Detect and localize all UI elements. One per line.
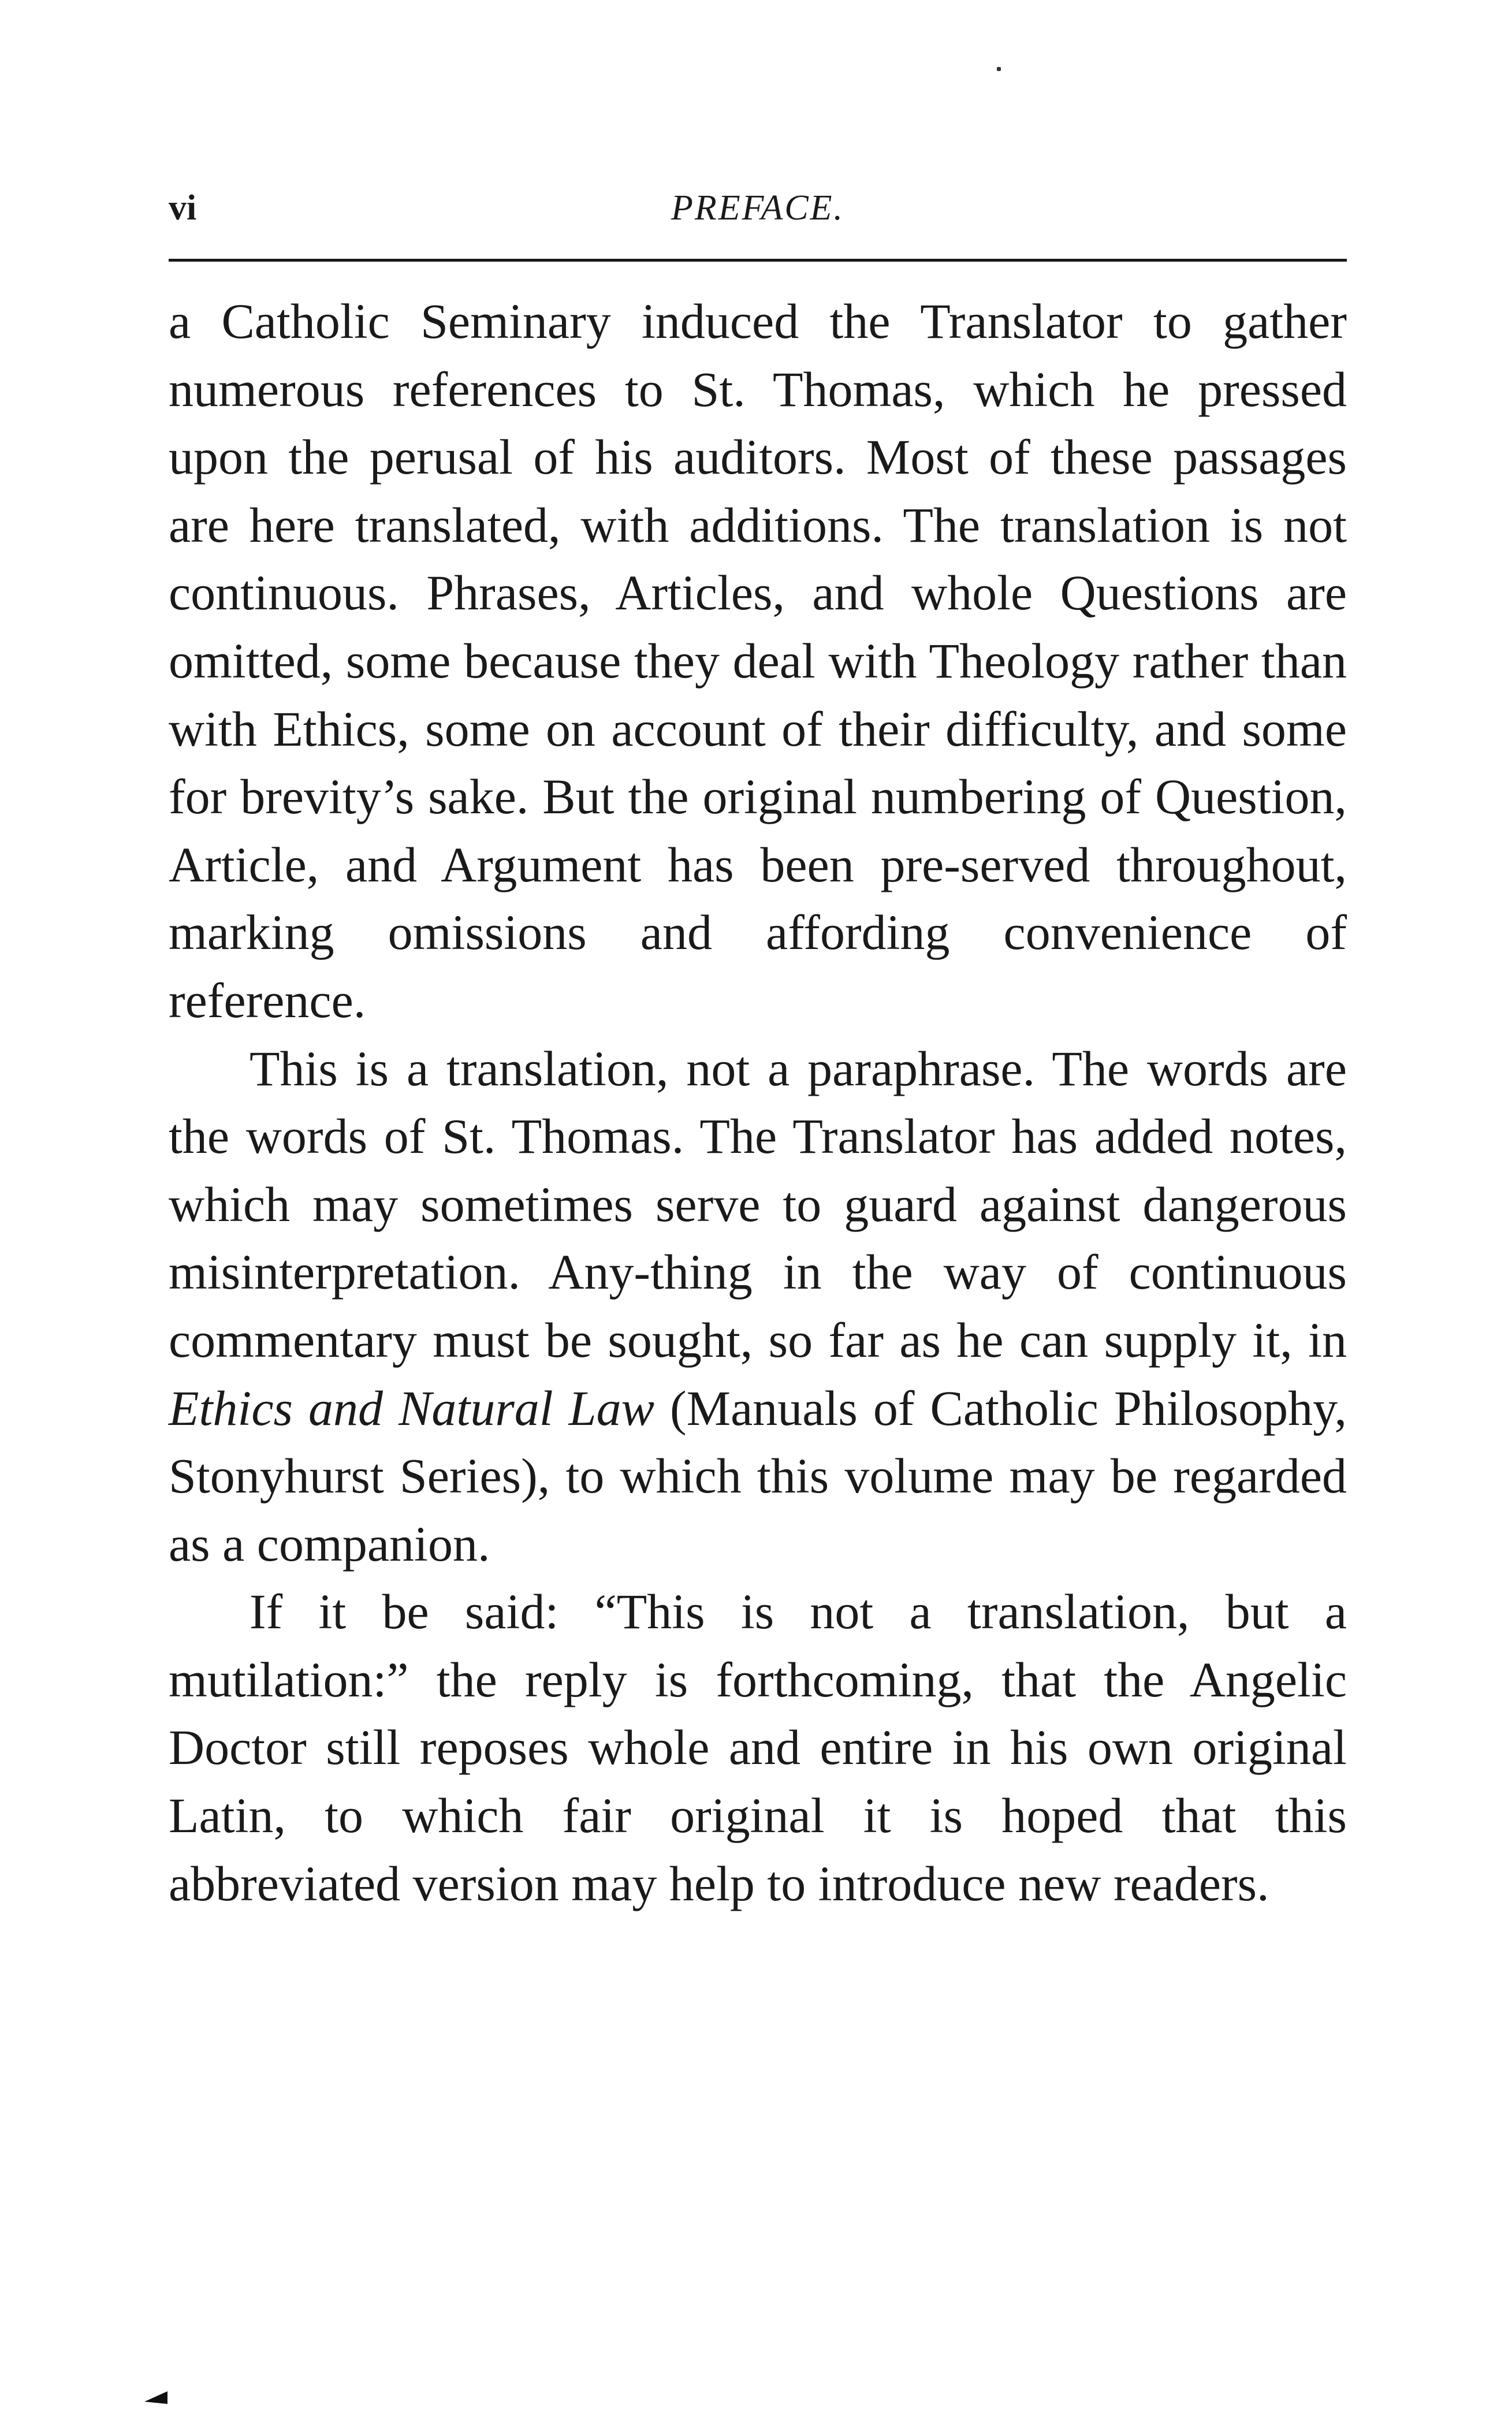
ink-speck xyxy=(997,67,1001,71)
header-rule xyxy=(169,259,1347,262)
body-text xyxy=(169,288,1347,1918)
paragraph-3-text: If it be said: “This is not a translation, but a mutilation:” the reply is forthcoming, that the Angelic Doctor still reposes whole and entire in his own original Latin, to which fair original it is hoped that this abbreviated version may help to introduce new readers. xyxy=(169,1584,1347,1911)
page-number: vi xyxy=(169,188,197,228)
signature-mark-icon xyxy=(144,2391,167,2404)
paragraph-2-text-start: This is a translation, not a paraphrase. The words are the words of St. Thomas. The Translator has added notes, which may sometimes serve to guard against dangerous misinterpretation. Any-thing in the way of continuous commentary must be sought, so far as he can supply it, in xyxy=(169,1040,1347,1368)
paragraph-1 xyxy=(169,288,1347,1035)
paragraph-2-text-end: (Manuals of Catholic Philosophy, Stonyhurst Series), to which this volume may be regarded as a companion. xyxy=(169,1380,1347,1572)
paragraph-1-text: a Catholic Seminary induced the Translator to gather numerous references to St. Thomas, which he pressed upon the perusal of his auditors. Most of these passages are here translated, with additions. The translation is not continuous. Phrases, Articles, and whole Questions are omitted, some because they deal with Theology rather than with Ethics, some on account of their difficulty, and some for brevity’s sake. But the original numbering of Question, Article, and Argument has been pre-served throughout, marking omissions and affording convenience of reference. xyxy=(169,293,1347,1028)
paragraph-2 xyxy=(169,1035,1347,1579)
book-title-ethics-and-natural-law: Ethics and Natural Law xyxy=(169,1380,654,1436)
running-head: PREFACE. xyxy=(671,188,845,228)
page-header xyxy=(169,185,1347,231)
paragraph-3 xyxy=(169,1578,1347,1918)
